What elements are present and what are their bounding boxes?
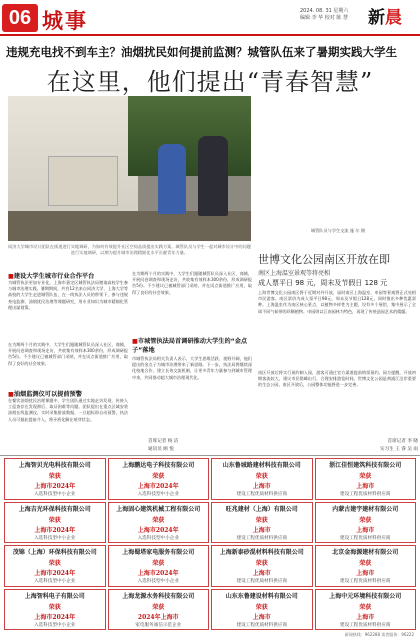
ad-block	[211, 458, 313, 500]
ad-block	[4, 458, 106, 500]
ad-award-title: 入选科技型中小企业	[34, 622, 76, 628]
ad-company-name: 上海蜀塔家电服务有限公司	[122, 549, 195, 556]
ad-award-label: 荣获	[48, 516, 61, 524]
article-paragraph: 市城管执法局相关负责人表示，大学生思维活跃、视野开阔，他们提出的金点子为城市治理带来了新思路。下一步，执法局将继续深化校地合作，建立长效交流机制，让更多青年力量参与到城市管理中来，共同推动超大城市治理现代化。	[132, 356, 252, 380]
page-header	[0, 0, 420, 38]
ad-award-year: 上海市2024年	[34, 483, 76, 490]
ad-award-title: 建设工程优质材料供应商	[236, 535, 288, 541]
section-heading: ■ 油烟监测仪可以提前预警	[8, 389, 128, 398]
ad-company-name: 浙江佳恒建筑科技有限公司	[329, 462, 402, 469]
ad-award-title: 建设工程优质材料供应商	[236, 492, 288, 497]
ad-company-name: 上海智贝光电科技有限公司	[18, 462, 91, 469]
ad-block	[211, 502, 313, 544]
article-byline: 首席记者 杨 洁 通讯员 顾 悦	[148, 439, 179, 452]
ad-award-year: 上海市2024年	[34, 613, 76, 621]
photo-equipment	[48, 156, 118, 206]
side-story-byline: 首席记者 李 晓 实习生 王 睿 吴 雨	[380, 439, 418, 452]
section-heading: ■ 市城管执法局首调研推动大学生的“金点子”落地	[132, 336, 252, 354]
ad-company-name: 内蒙古建宇建材有限公司	[332, 505, 399, 513]
ad-block	[4, 545, 106, 587]
ad-award-year: 上海市2024年	[34, 570, 76, 577]
ad-award-label: 荣获	[255, 603, 268, 611]
article-headline: 在这里，他们提出“青春智慧”	[46, 68, 374, 96]
side-story-paragraph: 上海世博文化公园南区将于近期对外开放，届时南区上海温室、申园等景观将正式亮相市民游客。南区票价为成人票平日98元、周末及节假日128元，同时推出多种优惠票种。上海温室作为南区核心景点，以植物多样性为主题，设有多个展馆，集中展示了全球不同气候带的珍稀植物。申园则以江南园林为特色，再现了传统造园艺术的精髓。	[258, 290, 416, 314]
ad-block	[108, 545, 210, 587]
ads-divider	[0, 455, 420, 456]
ad-award-year: 上海市2024年	[137, 526, 179, 534]
ad-block	[211, 545, 313, 587]
ad-award-title: 入选科技型中小企业	[34, 492, 76, 497]
ad-company-name: 茂锦（上海）环保科技有限公司	[12, 549, 97, 556]
photo-credit: 城管队员与学生交流 施 尔 摄	[310, 228, 366, 233]
ad-award-year: 上海市	[356, 526, 375, 534]
ad-award-title: 入选科技型中小企业	[137, 492, 179, 497]
ad-award-title: 家电服务诚信示范企业	[135, 622, 182, 628]
logo-part-b: 晨	[385, 8, 402, 28]
header-rule	[0, 34, 420, 36]
ad-award-year: 上海市	[356, 483, 375, 490]
ad-block	[108, 458, 210, 500]
ad-award-label: 荣获	[152, 603, 165, 611]
ad-award-label: 荣获	[359, 603, 372, 611]
article-photo	[8, 96, 251, 241]
article-paragraph: 在为期两个月的实践中，大学生们跟随城管队员深入社区、商铺，开展问卷调查和现场走访，共收集有效样本300余份，形成调研报告5份。不少建议已被城管部门采纳，并在试点街道推广应用，取得了良好的社会效果。	[132, 271, 252, 295]
ad-award-title: 建设工程优质材料供应商	[236, 579, 288, 584]
ad-company-name: 上海新泰砂混材料科技有限公司	[219, 549, 304, 556]
ad-award-title: 建设工程优质材料供应商	[339, 492, 391, 497]
photo-caption: 同济大学城市设计团队在街道进行实地调研，为如何有效提升社区空间品质提出实践方案。城管队员与学生一起对城市设计中的问题进行实地调研，以期为提升城市治理精细化水平贡献青年力量。	[8, 244, 251, 255]
side-story-paragraph: 南区开放后将实行预约制入园，游客可通过官方渠道提前购票预约。园方提醒，开放初期客流较大，建议市民错峰出行，合理安排游览时间。世博文化公园是黄浦江沿岸重要的生态公园，南区开放后，公园整体功能将进一步完善。	[258, 370, 416, 388]
issue-date: 2024. 08. 31 星期六	[300, 8, 349, 14]
ad-award-label: 荣获	[359, 560, 372, 567]
article-paragraph: 在餐饮油烟扰民治理课题中，学生团队通过实地走访发现，传统人工巡查存在发现滞后、取证困难等问题。团队提出在重点区域安装油烟在线监测仪，实时采集排放数据，一旦超标即自动预警，执法人员可据此提前介入，将矛盾化解在萌芽状态。	[8, 398, 128, 422]
ad-award-title: 入选科技型中小企业	[137, 579, 179, 584]
side-story-subtitle: 南区上海温室景观等将亮相	[258, 270, 331, 277]
ad-award-label: 荣获	[152, 473, 165, 480]
page-footer: 新闻热线：962288 读者服务：96222	[344, 632, 414, 637]
ad-award-label: 荣获	[152, 516, 165, 524]
ad-award-title: 建设工程优质材料供应商	[339, 622, 391, 628]
issue-meta	[300, 8, 370, 22]
ad-award-label: 荣获	[255, 473, 268, 480]
ad-award-title: 建设工程优质材料供应商	[339, 579, 391, 584]
ad-award-label: 荣获	[255, 516, 268, 524]
article-paragraph: 为城管执法更加专业化，上海市嘉定区城管执法局邀请高校学生参与城市治理实践。暑期期间，共有12名来自同济大学、上海大学等高校的大学生走进城管队伍，在一线执法人员的带领下，参与违规充电监测、油烟扰民治理等课题研究，用专业知识为城市精细化管理出谋划策。	[8, 280, 128, 310]
ad-block	[108, 502, 210, 544]
ad-company-name: 上海固心建筑机械工程有限公司	[116, 505, 201, 513]
ad-block	[315, 589, 417, 631]
ad-block	[4, 502, 106, 544]
ad-award-title: 入选科技型中小企业	[34, 535, 76, 541]
ad-company-name: 上海龙源水务科技有限公司	[122, 592, 195, 600]
ad-block	[315, 545, 417, 587]
ad-award-year: 上海市2024年	[137, 570, 179, 577]
editor-line: 编辑 李 华 校对 陈 慧	[300, 15, 348, 21]
ad-block	[108, 589, 210, 631]
ad-award-label: 荣获	[255, 560, 268, 567]
ad-award-label: 荣获	[48, 560, 61, 567]
ad-award-year: 上海市	[252, 526, 271, 534]
ad-award-label: 荣获	[359, 516, 372, 524]
ad-company-name: 上海吉光环保科技有限公司	[18, 505, 91, 513]
side-story-price: 成人票平日 98 元，周末及节假日 128 元	[258, 279, 388, 287]
ad-award-year: 上海市	[356, 570, 375, 577]
ad-block	[4, 589, 106, 631]
photo-person	[158, 144, 186, 214]
ad-award-title: 建设工程优质材料供应商	[339, 535, 391, 541]
ad-company-name: 北京金海源建材有限公司	[332, 549, 399, 556]
ad-award-title: 建设工程优质材料供应商	[236, 622, 288, 628]
side-story-title: 世博文化公园南区开放在即	[258, 253, 390, 266]
ad-company-name: 上海智科电子有限公司	[24, 592, 85, 600]
ads-grid	[4, 458, 416, 630]
ad-company-name: 山东东鲁建设材料有限公司	[225, 592, 298, 600]
ad-company-name: 旺兆建材（上海）有限公司	[225, 505, 298, 513]
logo-part-a: 新	[368, 8, 385, 28]
ad-award-title: 入选科技型中小企业	[34, 579, 76, 584]
ad-company-name: 上海中元环境科技有限公司	[329, 592, 402, 600]
ad-block	[315, 458, 417, 500]
article-paragraph: 在为期两个月的实践中，大学生们跟随城管队员深入社区、商铺，开展问卷调查和现场走访，共收集有效样本300余份，形成调研报告5份。不少建议已被城管部门采纳，并在试点街道推广应用，取得了良好的社会效果。	[8, 342, 128, 366]
ad-block	[211, 589, 313, 631]
photo-person	[198, 136, 228, 216]
ad-award-year: 上海市	[252, 613, 271, 621]
section-number: 06	[2, 4, 38, 32]
newspaper-logo	[368, 3, 402, 28]
ad-company-name: 山东鲁城路建材科技有限公司	[222, 462, 301, 469]
section-heading: ■ 建设大学生城市行业合作平台	[8, 271, 128, 280]
ad-award-label: 荣获	[359, 473, 372, 480]
ad-award-label: 荣获	[48, 473, 61, 480]
ad-award-title: 入选科技型中小企业	[137, 535, 179, 541]
ad-award-year: 上海市2024年	[34, 526, 76, 534]
ad-award-year: 2024年上海市	[137, 613, 179, 621]
photo-trees	[128, 96, 251, 176]
ad-award-year: 上海市	[356, 613, 375, 621]
section-name: 城事	[42, 9, 88, 33]
ad-award-label: 荣获	[48, 603, 61, 611]
ad-award-year: 上海市	[252, 570, 271, 577]
ad-award-year: 上海市2024年	[137, 483, 179, 490]
ad-award-label: 荣获	[152, 560, 165, 567]
article-subheadline: 违规充电找不到车主？油烟扰民如何提前监测？城管队伍来了暑期实践大学生	[6, 45, 397, 59]
ad-block	[315, 502, 417, 544]
ad-award-year: 上海市	[252, 483, 271, 490]
ad-company-name: 上海鹏达电子科技有限公司	[122, 462, 195, 469]
